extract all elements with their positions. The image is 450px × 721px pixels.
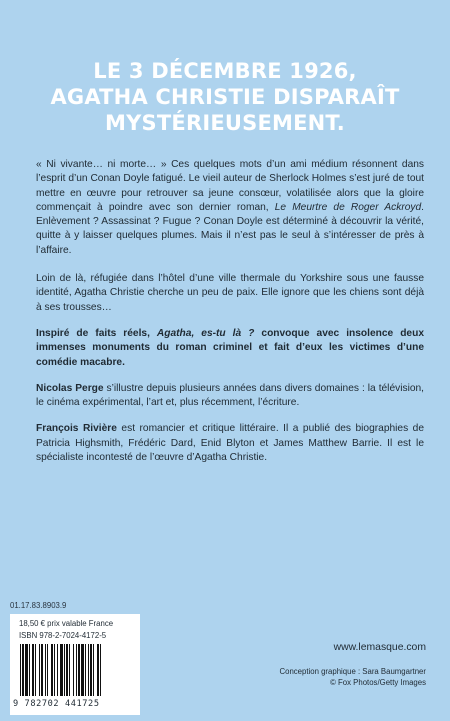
publisher-website: www.lemasque.com (333, 642, 426, 653)
price-label: 18,50 € prix valable France (19, 619, 114, 628)
headline (0, 58, 450, 136)
barcode-bar (47, 644, 48, 696)
barcode-bar (60, 644, 63, 696)
barcode-bar (29, 644, 30, 696)
headline-line-1: LE 3 DÉCEMBRE 1926, (93, 59, 357, 83)
author-name-1: Nicolas Perge (36, 382, 104, 394)
pitch-paragraph (36, 327, 424, 370)
pitch-text: Inspiré de faits réels, (36, 327, 157, 339)
barcode-bar (25, 644, 28, 696)
headline-line-3: MYSTÉRIEUSEMENT. (105, 111, 345, 135)
author-bio-text: est romancier et critique littéraire. Il a publié des biographies de Patricia Highsmith, Frédéric Dard, Enid Blyton et James Matthew Barrie. Il est le spécialiste incontesté de l’œuvre d’Agatha Christie. (36, 423, 424, 464)
barcode-bar (54, 644, 55, 696)
isbn-label: ISBN 978-2-7024-4172-5 (19, 631, 107, 640)
synopsis-text: . Enlèvement ? Assassinat ? Fugue ? Conan Doyle est déterminé à découvrir la vérité, quitte à y laisser quelques plumes. Mais il n’est pas le seul à s’intéresser de près à l’affaire. (36, 201, 424, 256)
barcode-bar (88, 644, 89, 696)
author-name-2: François Rivière (36, 423, 117, 435)
barcode-bar (73, 644, 74, 696)
headline-line-2: AGATHA CHRISTIE DISPARAÎT (50, 85, 400, 109)
author-bio-1 (36, 382, 424, 411)
book-title: Agatha, es-tu là ? (156, 327, 255, 339)
barcode-bar (64, 644, 65, 696)
photo-credit: © Fox Photos/Getty Images (330, 677, 426, 687)
pitch-text: convoque avec insolence deux immenses monuments du roman criminel et fait d’eux les victimes d’une comédie macabre. (36, 327, 424, 368)
barcode-graphic (20, 644, 132, 696)
barcode-digits: 9 782702 441725 (13, 699, 100, 709)
barcode-bar (20, 644, 21, 696)
author-bio-2 (36, 422, 424, 465)
barcode-bar (22, 644, 24, 696)
barcode-bar (66, 644, 68, 696)
synopsis-text: « Ni vivante… ni morte… » Ces quelques mots d’un ami médium résonnent dans l’esprit d’un Conan Doyle fatigué. Le vieil auteur de Sherlock Holmes s’est juré de tout mettre en œuvre pour retrouver sa jeune consœur, volatilisée alors que la gloire commençait à poindre avec son dernier roman, (36, 159, 424, 213)
barcode-bar (69, 644, 70, 696)
synopsis-paragraph-1 (36, 158, 424, 258)
barcode-bar (45, 644, 46, 696)
design-credit: Conception graphique : Sara Baumgartner (279, 667, 426, 676)
book-title-reference: Le Meurtre de Roger Ackroyd (274, 201, 422, 213)
barcode-bar (85, 644, 86, 696)
barcode-bar (32, 644, 34, 696)
barcode-bar (97, 644, 99, 696)
barcode-bar (35, 644, 36, 696)
back-cover-text (36, 158, 424, 477)
barcode-bar (51, 644, 53, 696)
barcode-bar (39, 644, 40, 696)
barcode-bar (41, 644, 43, 696)
barcode-bar (57, 644, 58, 696)
internal-code: 01.17.83.8903.9 (10, 601, 67, 610)
author-bio-text: s’illustre depuis plusieurs années dans divers domaines : la télévision, le cinéma expérimental, l’art et, plus récemment, l’écriture. (36, 382, 424, 409)
barcode-bar (100, 644, 101, 696)
synopsis-paragraph-2: Loin de là, réfugiée dans l’hôtel d’une ville thermale du Yorkshire sous une fausse identité, Agatha Christie cherche un peu de paix. Elle ignore que les chiens sont déjà à ses trousses… (36, 273, 424, 313)
barcode-bar (93, 644, 94, 696)
barcode-panel (10, 614, 140, 715)
barcode-bar (90, 644, 92, 696)
barcode-bar (78, 644, 80, 696)
barcode-bar (81, 644, 84, 696)
credits (279, 667, 426, 688)
barcode-bar (76, 644, 77, 696)
